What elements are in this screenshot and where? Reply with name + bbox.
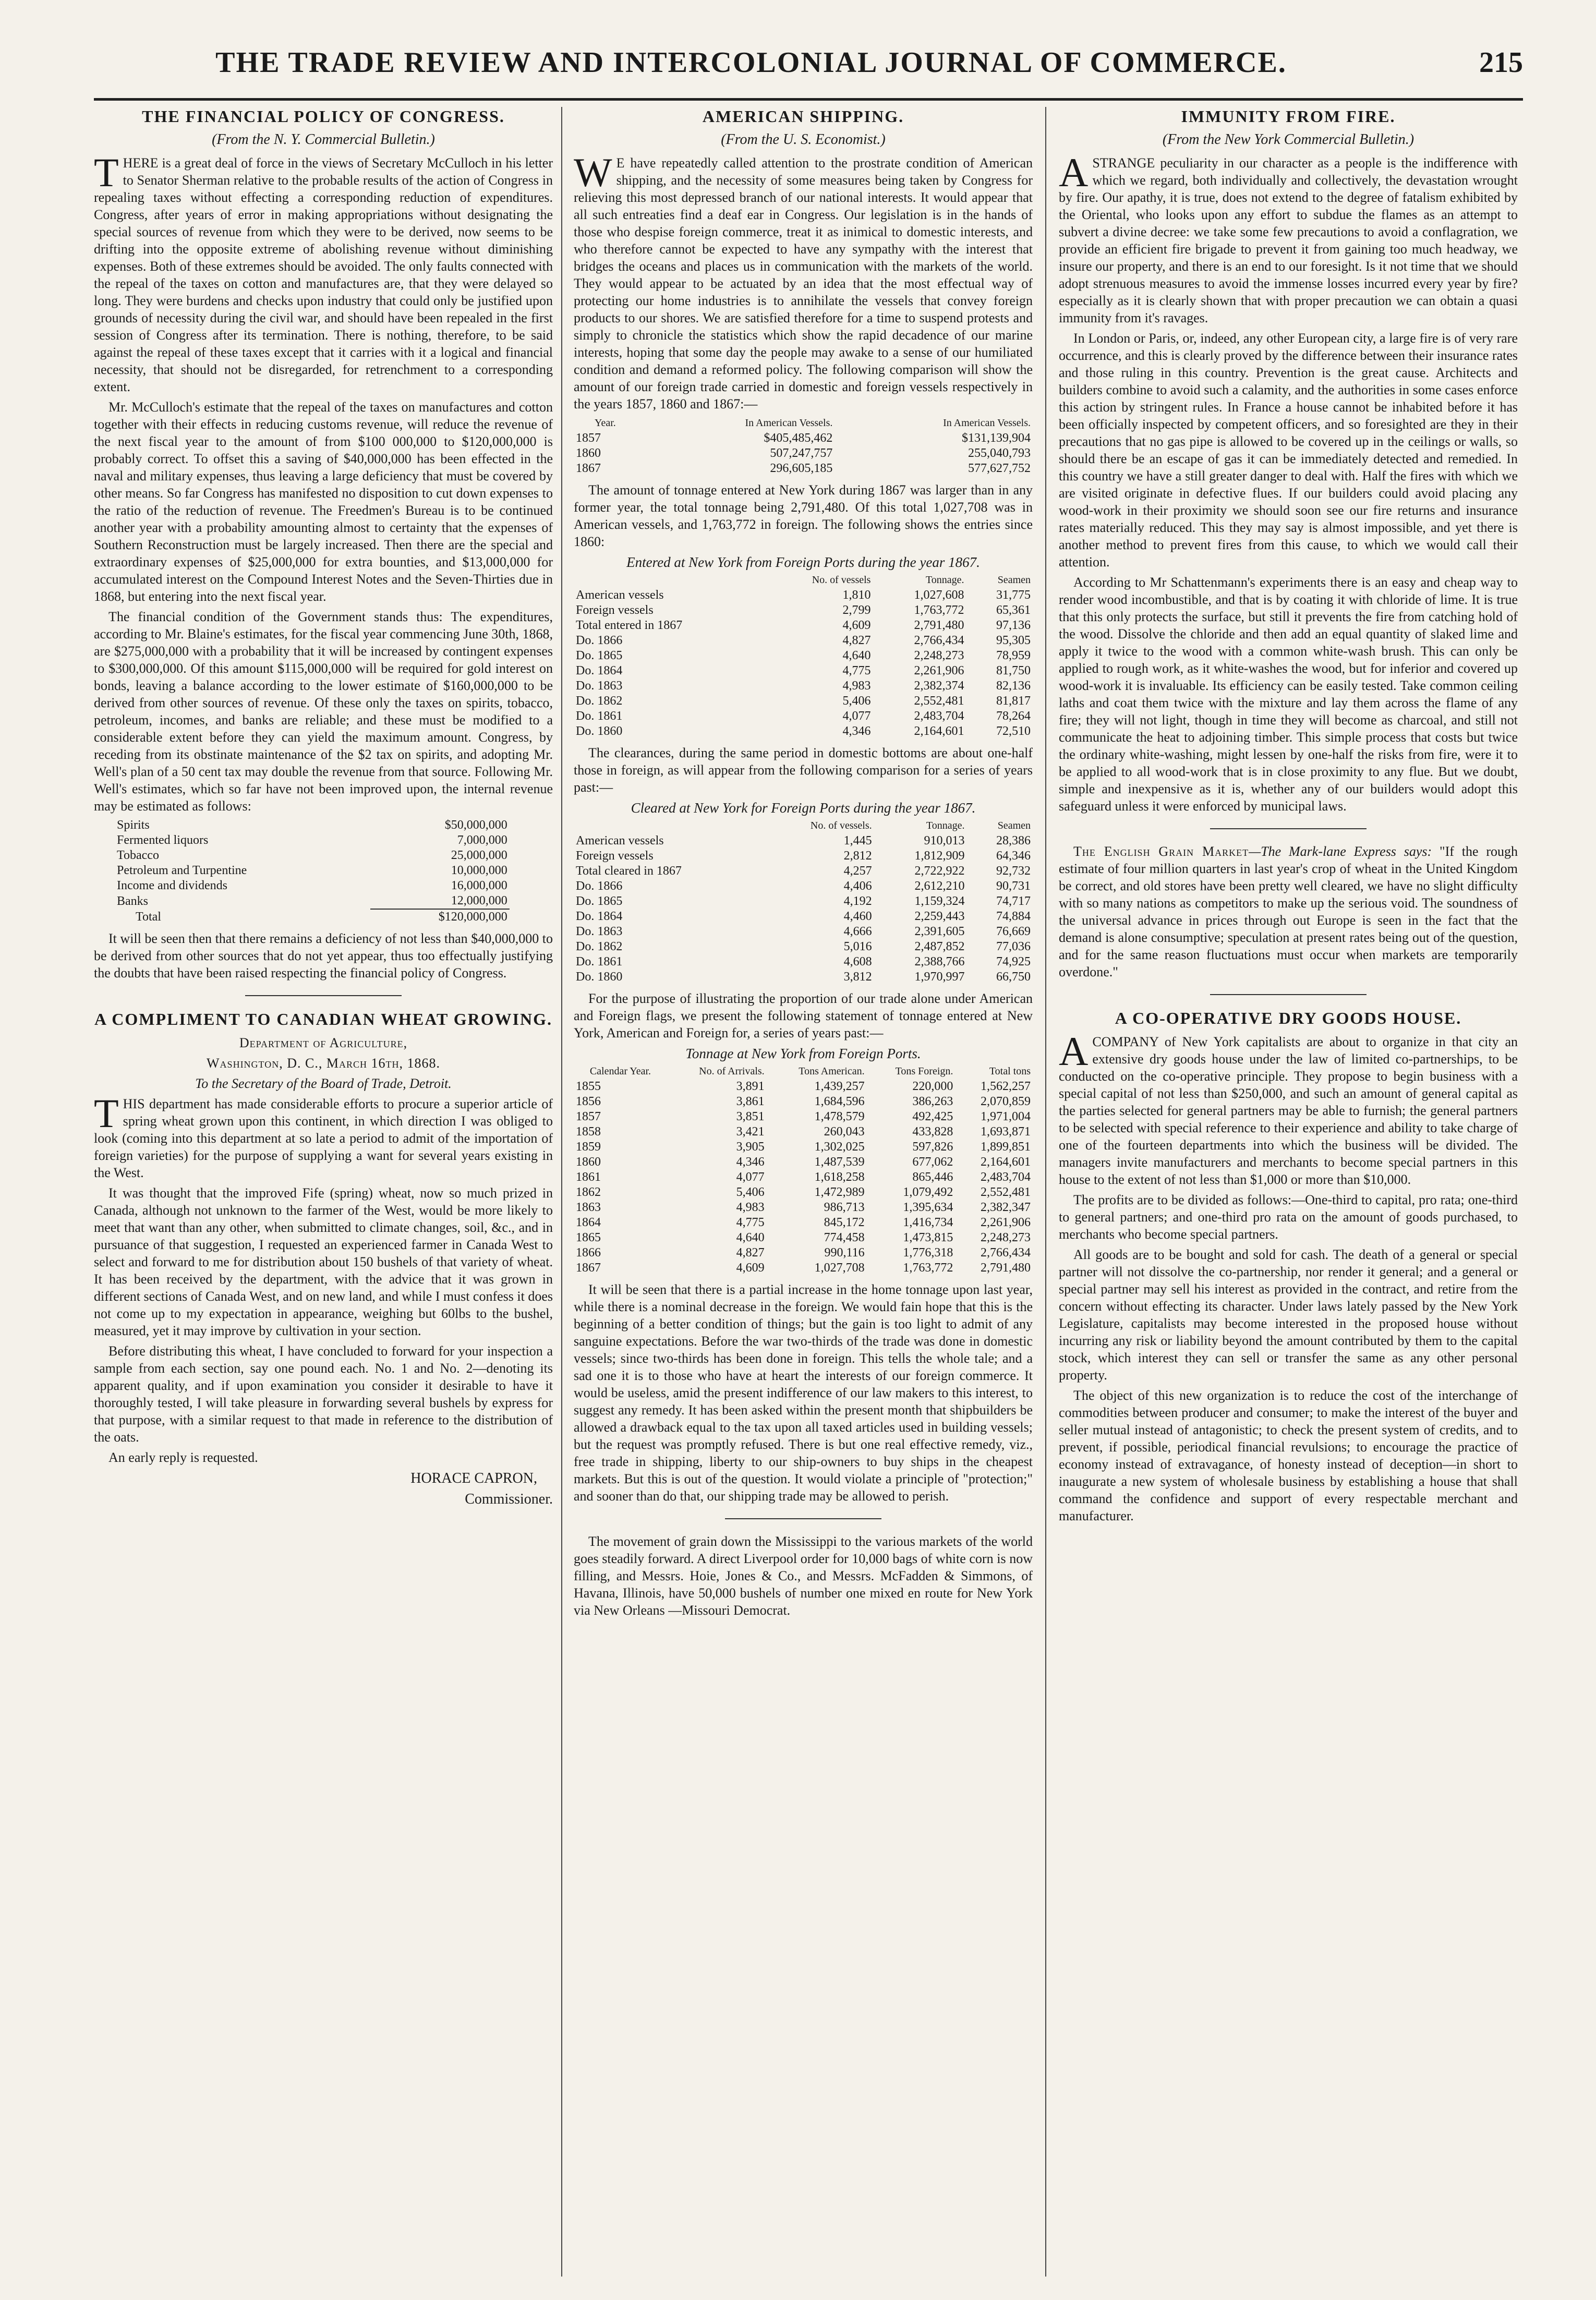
signature-title: Commissioner.: [465, 1491, 553, 1507]
row-label: Do. 1865: [576, 649, 623, 662]
table-row: [574, 603, 1033, 618]
row-label: Do. 1864: [576, 664, 623, 677]
column-header: Seamen: [997, 820, 1031, 831]
column-header: In American Vessels.: [745, 417, 833, 429]
table-cell: 2,248,273: [981, 1231, 1031, 1244]
row-label: 1860: [576, 1155, 601, 1169]
table-row: [574, 1094, 1033, 1109]
table-row: [574, 1185, 1033, 1200]
table-row: [574, 694, 1033, 709]
table-row: [574, 618, 1033, 633]
paragraph: ASTRANGE peculiarity in our character as a people is the indifference with which we regard, both individually and collectively, the devastation wrought by fire. Our apathy, it is true, does not extend to the degree of fatalism exhibited by the Oriental, who looks upon any effort to subdue the flames as an attempt to subvert a divine decree: we take some few precautions to avoid a conflagration, we provide an efficient fire brigade to prevent it from gaining too much headway, we insure our property, and there is an end to our foresight. Is it not time that we should adopt strenuous measures to avoid the immense losses incurred every year by fire? especially as it is clearly shown that with proper precaution we can obtain a quasi immunity from it's ravages.: [1059, 150, 1518, 325]
table-cell: 31,775: [996, 588, 1031, 602]
table-cell: 4,640: [736, 1231, 765, 1244]
paragraph: According to Mr Schattenmann's experiments there is an easy and cheap way to render wood incombustible, and that is by coating it with chloride of lime. It is true that this only protects the surface, but still it prevents the fire from catching hold of the wood. Dissolve the chloride and then add an equal quantity of slaked lime and apply it twice to the wood with a common white-wash brush. This can only be applied to rough work, as it white-washes the wood, but for inferior and covered up wood-work it is invaluable. Its efficiency can be easily tested. Take common ceiling laths and coat them twice with the mixture and lay them across the flame of any fire; they will not light, though in time they will become as charcoal, and still not communicate the heat to adjoining timber. This simple process that costs but twice the ordinary white-washing, might lessen by one-half the risks from fire, were it to be applied to all wood-work that is in close proximity to any flue. But we doubt, simple and inexpensive as it is, whether any of our builders would adopt this safeguard unless it were enforced by municipal laws.: [1059, 575, 1518, 814]
revenue-label: Fermented liquors: [117, 833, 209, 847]
table-cell: 2,382,374: [914, 679, 964, 693]
table-cell: 74,717: [996, 894, 1031, 908]
table-header-row: [574, 818, 1033, 833]
table-row: [574, 909, 1033, 924]
table-cell: 1,763,772: [914, 603, 964, 617]
headline-financial-policy: THE FINANCIAL POLICY OF CONGRESS.: [142, 107, 505, 126]
paragraph: For the purpose of illustrating the proportion of our trade alone under American and Foreign flags, we present the following statement of tonnage entered at New York, American and Foreign for, a series of years past:—: [574, 991, 1033, 1040]
table-cell: 4,775: [842, 664, 871, 677]
table-cell: 990,116: [824, 1246, 865, 1260]
table-cell: 4,983: [842, 679, 871, 693]
revenue-label: Banks: [117, 894, 148, 908]
table-cell: 66,750: [996, 970, 1031, 984]
revenue-total-row: [115, 909, 510, 925]
table-cell: 2,164,601: [914, 724, 964, 738]
table-cell: 1,159,324: [914, 894, 965, 908]
grain-market-item: [1059, 843, 1518, 980]
section-divider: [1210, 828, 1367, 829]
column-1: [94, 107, 553, 2287]
column-rule: [1045, 107, 1046, 2277]
table-cell: 74,925: [996, 955, 1031, 969]
table-cell: 1,445: [843, 834, 872, 848]
column-header: No. of Arrivals.: [699, 1066, 765, 1077]
headline-co-operative: A CO-OPERATIVE DRY GOODS HOUSE.: [1115, 1009, 1462, 1027]
row-label: Do. 1864: [576, 910, 623, 923]
journal-title: THE TRADE REVIEW AND INTERCOLONIAL JOURNAL OF COMMERCE.: [215, 46, 1287, 79]
table-cell: 2,766,434: [981, 1246, 1031, 1260]
row-label: Do. 1866: [576, 634, 623, 647]
row-label: 1867: [576, 1261, 601, 1275]
column-rule: [561, 107, 562, 2277]
paragraph: ACOMPANY of New York capitalists are about to organize in that city an extensive dry goods house under the law of limited co-partnerships, to be conducted on the co-operative principle. They propose to begin business with a special capital of not less than $250,000, and such an amount of general capital as the parties selected for general partners may be able to furnish; the general partners to be selected with special reference to their experience and ability to take charge of one of the fourteen departments into which the business will be divided. The managers invite manufacturers and merchants to become special partners in this house to the extent of not less than $1,000 or more than $10,000.: [1059, 1028, 1518, 1187]
table-cell: 1,810: [842, 588, 871, 602]
table-cell: 5,406: [842, 694, 871, 708]
table-header-row: [574, 573, 1033, 588]
table-caption: Cleared at New York for Foreign Ports during the year 1867.: [631, 800, 976, 816]
table-cell: 2,259,443: [914, 910, 965, 923]
table-row: [574, 663, 1033, 679]
table-row: [574, 833, 1033, 849]
grain-source: —The Mark-lane Express says:: [1249, 844, 1432, 859]
row-label: 1855: [576, 1080, 601, 1093]
row-label: 1858: [576, 1125, 601, 1139]
row-label: 1864: [576, 1216, 601, 1229]
paragraph: In London or Paris, or, indeed, any other European city, a large fire is of very rare occurrence, and this is clearly proved by the difference between their insurance rates and those ruling in this country. Prevention is the great cause. Architects and builders combine to avoid such a calamity, and the authorities in some cases enforce this action by stringent rules. In France a house cannot be inhabited before it has been officially inspected by competent officers, and so foresighted are they in their precautions that no gas pipe is allowed to be covered up in the ceilings or walls, so should there be an escape of gas it can be immediately detected and remedied. In this country we have a still greater danger to deal with. Half the fires with which we are visited originate in defective flues. If our builders could avoid placing any wood-work in their proximity we should soon see our fire returns and insurance rates materially reduced. This they may say is almost impossible, and yet there is another method to prevent fires from this cause, to which we would call their attention.: [1059, 331, 1518, 570]
table-cell: 4,346: [842, 724, 871, 738]
source-credit: (From the U. S. Economist.): [721, 131, 886, 148]
tonnage-table: [574, 1064, 1033, 1276]
table-cell: 220,000: [912, 1080, 953, 1093]
table-cell: 296,605,185: [770, 462, 833, 475]
column-header: [574, 573, 765, 588]
table-cell: 4,077: [736, 1170, 765, 1184]
table-cell: 2,791,480: [914, 619, 964, 632]
table-cell: 5,406: [736, 1185, 765, 1199]
table-row: [574, 1079, 1033, 1094]
table-cell: 433,828: [912, 1125, 953, 1139]
table-cell: 1,302,025: [814, 1140, 865, 1154]
table-cell: 1,776,318: [903, 1246, 953, 1260]
table-cell: 865,446: [912, 1170, 953, 1184]
table-cell: 78,959: [996, 649, 1031, 662]
table-cell: 2,388,766: [914, 955, 965, 969]
revenue-row: [115, 818, 510, 833]
paragraph: It was thought that the improved Fife (spring) wheat, now so much prized in Canada, although not unknown to the farmer of the West, would be more likely to meet that want than any other, when submitted to climate changes, soil, &c., and in pursuance of that suggestion, I requested an experienced farmer in Canada West to select and forward to me for distribution about 150 bushels of that variety of wheat. It has been received by the department, with the advice that it was grown in different sections of Canada West, and on new land, and while I must confess it does not come up to my expectation in appearance, weighing but 60lbs to the bushel, measured, yet it may improve by cultivation in your section.: [94, 1185, 553, 1338]
table-cell: 507,247,757: [770, 446, 833, 460]
table-cell: 2,483,704: [914, 709, 964, 723]
column-header: Tons Foreign.: [895, 1066, 953, 1077]
table-cell: 1,487,539: [814, 1155, 865, 1169]
table-row: [574, 1140, 1033, 1155]
revenue-value: 7,000,000: [457, 833, 507, 847]
table-cell: 2,722,922: [914, 864, 965, 878]
table-row: [574, 894, 1033, 909]
table-cell: 1,439,257: [814, 1080, 865, 1093]
table-row: [574, 1124, 1033, 1140]
row-label: Foreign vessels: [576, 603, 654, 617]
table-row: [574, 1170, 1033, 1185]
table-cell: 2,382,347: [981, 1201, 1031, 1214]
paragraph: All goods are to be bought and sold for cash. The death of a general or special partner will not dissolve the co-partnership, nor render it general; and a general or special partner may sell his interest as provided in the contract, and retire from the concern without effecting its character. Under laws lately passed by the New York Legislature, capitalists may become interested in the proposed house without incurring any risk or liability beyond the amount contributed by them to the capital stock, which interest they can sell or transfer the same as any other personal property.: [1059, 1247, 1518, 1383]
row-label: Do. 1861: [576, 709, 623, 723]
table-cell: 90,731: [996, 879, 1031, 893]
table-cell: 1,395,634: [903, 1201, 953, 1214]
table-cell: 4,827: [842, 634, 871, 647]
table-cell: 2,812: [843, 849, 872, 863]
table-cell: 1,027,708: [814, 1261, 865, 1275]
table-cell: 3,905: [736, 1140, 765, 1154]
revenue-value: 10,000,000: [451, 864, 507, 877]
table-cell: 4,640: [842, 649, 871, 662]
table-cell: 4,192: [843, 894, 872, 908]
signature-name: HORACE CAPRON,: [410, 1470, 537, 1486]
table-cell: 260,043: [824, 1125, 865, 1139]
table-cell: 1,027,608: [914, 588, 964, 602]
column-header: [574, 818, 762, 833]
table-cell: 2,552,481: [914, 694, 964, 708]
revenue-row: [115, 848, 510, 863]
headline-wheat-compliment: A COMPLIMENT TO CANADIAN WHEAT GROWING.: [94, 1010, 553, 1028]
row-label: Do. 1865: [576, 894, 623, 908]
table-row: [574, 709, 1033, 724]
table-cell: 4,609: [736, 1261, 765, 1275]
table-cell: 4,077: [842, 709, 871, 723]
table-cell: 2,261,906: [914, 664, 964, 677]
table-cell: 3,812: [843, 970, 872, 984]
table-row: [574, 1155, 1033, 1170]
table-row: [574, 446, 1033, 461]
row-label: 1857: [576, 431, 601, 445]
row-label: Total entered in 1867: [576, 619, 683, 632]
column-header: Total tons: [989, 1066, 1031, 1077]
revenue-total-label: Total: [136, 910, 161, 924]
table-row: [574, 1230, 1033, 1245]
revenue-value: 25,000,000: [451, 849, 507, 862]
row-label: Do. 1862: [576, 940, 623, 953]
table-cell: 5,016: [843, 940, 872, 953]
revenue-label: Income and dividends: [117, 879, 227, 892]
table-cell: 4,406: [843, 879, 872, 893]
revenue-row: [115, 893, 510, 909]
table-cell: 1,899,851: [981, 1140, 1031, 1154]
table-cell: 1,562,257: [981, 1080, 1031, 1093]
table-cell: 2,791,480: [981, 1261, 1031, 1275]
table-cell: 255,040,793: [968, 446, 1031, 460]
table-row: [574, 864, 1033, 879]
masthead: [94, 46, 1523, 93]
table-cell: 1,971,004: [981, 1110, 1031, 1123]
column-header: Tonnage.: [925, 574, 964, 586]
table-row: [574, 1200, 1033, 1215]
table-row: [574, 1261, 1033, 1276]
dateline: Washington, D. C., March 16th, 1868.: [207, 1056, 440, 1071]
table-cell: 64,346: [996, 849, 1031, 863]
row-label: Do. 1860: [576, 970, 623, 984]
row-label: 1859: [576, 1140, 601, 1154]
table-cell: 4,608: [843, 955, 872, 969]
column-header: Year.: [595, 417, 616, 429]
table-cell: 2,070,859: [981, 1095, 1031, 1108]
table-cell: 1,478,579: [814, 1110, 865, 1123]
row-label: Do. 1862: [576, 694, 623, 708]
table-cell: 92,732: [996, 864, 1031, 878]
table-row: [574, 954, 1033, 970]
table-cell: 597,826: [912, 1140, 953, 1154]
table-caption: Tonnage at New York from Foreign Ports.: [685, 1046, 921, 1061]
row-label: Total cleared in 1867: [576, 864, 682, 878]
paragraph: WE have repeatedly called attention to the prostrate condition of American shipping, and the necessity of some measures being taken by Congress for relieving this most depressed branch of our national interests. It would appear that all such entreaties find a deaf ear in Congress. Our legislation is in the hands of those who despise foreign commerce, treat it as inimical to domestic interests, and who therefore cannot be expected to have any sympathy with the interest that bridges the oceans and places us in communication with the markets of the world. They would appear to be actuated by an idea that the most effectual way of protecting our home industries is to annihilate the vessels that convey foreign products to our shores. We are satisfied therefore for a time to suspend protests and simply to chronicle the statistics which show the rapid decadence of our marine interests, hoping that some day the people may awake to a sense of our humiliated condition and demand a reformed policy. The following comparison will show the amount of our foreign trade carried in domestic and foreign vessels respectively in the years 1857, 1860 and 1867:—: [574, 150, 1033, 411]
table-cell: $131,139,904: [962, 431, 1031, 445]
masthead-rule: [94, 98, 1523, 101]
table-cell: 986,713: [824, 1201, 865, 1214]
paragraph: The amount of tonnage entered at New York during 1867 was larger than in any former year, the total tonnage being 2,791,480. Of this total 1,027,708 was in American vessels, and 1,763,772 in foreign. The following shows the entries since 1860:: [574, 482, 1033, 549]
grain-text: "If the rough estimate of four million quarters in last year's crop of wheat in the United Kingdom be correct, and old stores have been pretty well cleared, we have no slight difficulty with so many nations as competitors to make up the serious void. The soundness of the universal advance in prices through out Europe is seen in the fact that the demand is alone consumptive; speculation at present rates being out of the question, and for the same reason fluctuations must occur when markets are temporarily overdone.": [1059, 844, 1518, 979]
table-row: [574, 970, 1033, 985]
table-cell: 677,062: [912, 1155, 953, 1169]
row-label: 1857: [576, 1110, 601, 1123]
column-3: [1059, 107, 1518, 2287]
revenue-table: [115, 818, 510, 925]
table-row: [574, 939, 1033, 954]
table-cell: 2,391,605: [914, 925, 965, 938]
table-cell: 3,421: [736, 1125, 765, 1139]
table-row: [574, 461, 1033, 476]
revenue-label: Spirits: [117, 818, 150, 832]
column-header: In American Vessels.: [943, 417, 1031, 429]
table-cell: 3,861: [736, 1095, 765, 1108]
table-caption: Entered at New York from Foreign Ports during the year 1867.: [626, 554, 980, 570]
table-cell: 4,666: [843, 925, 872, 938]
table-cell: 2,261,906: [981, 1216, 1031, 1229]
row-label: Do. 1861: [576, 955, 623, 969]
table-row: [574, 679, 1033, 694]
table-cell: 910,013: [924, 834, 965, 848]
row-label: Foreign vessels: [576, 849, 654, 863]
revenue-label: Tobacco: [117, 849, 159, 862]
row-label: 1866: [576, 1246, 601, 1260]
row-label: Do. 1866: [576, 879, 623, 893]
table-cell: 1,970,997: [914, 970, 965, 984]
table-cell: 492,425: [912, 1110, 953, 1123]
salutation: To the Secretary of the Board of Trade, Detroit.: [195, 1076, 452, 1091]
paragraph: An early reply is requested.: [108, 1450, 258, 1465]
row-label: American vessels: [576, 834, 664, 848]
row-label: Do. 1860: [576, 724, 623, 738]
table-cell: 81,817: [996, 694, 1031, 708]
table-row: [574, 924, 1033, 939]
table-row: [574, 1215, 1033, 1230]
column-header: Seamen: [997, 574, 1031, 586]
table-cell: 3,851: [736, 1110, 765, 1123]
table-cell: 97,136: [996, 619, 1031, 632]
column-header: No. of vessels.: [810, 820, 872, 831]
paragraph: The financial condition of the Government stands thus: The expenditures, according to Mr. Blaine's estimates, for the fiscal year commencing June 30th, 1868, are $275,000,000 with a probability that it will be increased by contingent expenses to $300,000,000. Of this amount $115,000,000 will be required for gold interest on bonds, leaving a balance according to the lower estimate of $160,000,000 to be derived from other sources of revenue. Of these only the taxes on spirits, tobacco, petroleum, incomes, and banks are reliable; and these must be modified to a considerable extent before they can yield the maximum amount. Congress, by receding from its obstinate maintenance of the $2 tax on spirits, and adopting Mr. Well's plan of a 50 cent tax may double the revenue from that source. Following Mr. Well's estimates, which so far have not been improved upon, the internal revenue may be estimated as follows:: [94, 609, 553, 814]
row-label: 1856: [576, 1095, 601, 1108]
trade-comparison-table: [574, 416, 1033, 476]
revenue-row: [115, 878, 510, 893]
revenue-row: [115, 833, 510, 848]
table-cell: 2,164,601: [981, 1155, 1031, 1169]
row-label: 1867: [576, 462, 601, 475]
table-cell: 577,627,752: [968, 462, 1031, 475]
paragraph: The profits are to be divided as follows:—One-third to capital, pro rata; one-third to general partners; and one-third pro rata on the amount of goods purchased, to merchants who become special partners.: [1059, 1192, 1518, 1242]
table-row: [574, 648, 1033, 663]
column-2: [574, 107, 1033, 2287]
revenue-value: $50,000,000: [444, 818, 507, 832]
section-divider: [245, 995, 402, 996]
column-header: Tonnage.: [926, 820, 965, 831]
row-label: 1863: [576, 1201, 601, 1214]
table-cell: 1,693,871: [981, 1125, 1031, 1139]
paragraph: Mr. McCulloch's estimate that the repeal of the taxes on manufactures and cotton together with their effects in reducing customs revenue, will reduce the revenue of the next fiscal year to the amount of from $100 000,000 to $120,000,000 is probably correct. To offset this a saving of $40,000,000 has been effected in the naval and military expenses, thus leaving a large deficiency that must be covered by other means. So far Congress has manifested no disposition to cut down expenses to the ratio of the reduction of revenue. The Freedmen's Bureau is to be continued another year with a probability amounting almost to certainty that the expenses of Southern Reconstruction must be largely increased. Then there are the special and extraordinary expenses of $25,000,000 for extra bounties, and $13,000,000 for accumulated interest on the Compound Interest Notes and the Seven-Thirties due in 1868, but entering into the next fiscal year.: [94, 400, 553, 604]
table-row: [574, 633, 1033, 648]
page-number: 215: [1479, 46, 1523, 79]
table-cell: 4,827: [736, 1246, 765, 1260]
table-row: [574, 849, 1033, 864]
table-row: [574, 431, 1033, 446]
table-cell: 4,983: [736, 1201, 765, 1214]
table-row: [574, 1245, 1033, 1261]
table-cell: 1,812,909: [914, 849, 965, 863]
paragraph: It will be seen that there is a partial increase in the home tonnage upon last year, while there is a nominal decrease in the foreign. We would fain hope that this is the beginning of a better condition of things; but the gain is too light to admit of any sanguine expectations. Before the war two-thirds of the trade was done in domestic vessels; since two-thirds has been done in foreign. This tells the whole tale; and a sad one it is to those who have at heart the interests of our foreign commerce. It would be useless, amid the present indifference of our law makers to this interest, to suggest any remedy. It has been asked within the present month that shipbuilders be allowed a drawback equal to the tax upon all taxed articles used in building vessels; but the request was promptly refused. There is but one real effective remedy, viz., free trade in shipping, liberty to our ship-owners to buy ships in the cheapest markets. But this is out of the question. It would violate a principle of "protection;" and sooner than do that, our shipping trade may be allowed to perish.: [574, 1282, 1033, 1504]
section-divider: [1210, 994, 1367, 995]
table-cell: 4,346: [736, 1155, 765, 1169]
entries-table: [574, 573, 1033, 739]
row-label: 1860: [576, 446, 601, 460]
table-row: [574, 588, 1033, 603]
headline-american-shipping: AMERICAN SHIPPING.: [702, 107, 904, 126]
revenue-total-value: $120,000,000: [370, 909, 510, 925]
department-line: Department of Agriculture,: [239, 1035, 408, 1050]
row-label: 1862: [576, 1185, 601, 1199]
column-header: Tons American.: [799, 1066, 865, 1077]
row-label: 1861: [576, 1170, 601, 1184]
table-cell: 2,766,434: [914, 634, 964, 647]
column-header: No. of vessels: [812, 574, 871, 586]
table-cell: 77,036: [996, 940, 1031, 953]
table-cell: 1,618,258: [814, 1170, 865, 1184]
table-header-row: [574, 1064, 1033, 1079]
table-row: [574, 879, 1033, 894]
table-cell: 65,361: [996, 603, 1031, 617]
table-cell: 774,458: [824, 1231, 865, 1244]
revenue-row: [115, 863, 510, 878]
table-cell: 386,263: [912, 1095, 953, 1108]
table-cell: 2,483,704: [981, 1170, 1031, 1184]
revenue-value: 12,000,000: [451, 894, 507, 907]
table-cell: 1,763,772: [903, 1261, 953, 1275]
table-header-row: [574, 416, 1033, 431]
table-cell: 2,248,273: [914, 649, 964, 662]
table-cell: 4,257: [843, 864, 872, 878]
table-cell: 4,609: [842, 619, 871, 632]
row-label: American vessels: [576, 588, 664, 602]
table-cell: 4,460: [843, 910, 872, 923]
grain-lead: The English Grain Market: [1073, 844, 1249, 859]
table-cell: 2,552,481: [981, 1185, 1031, 1199]
table-cell: 1,416,734: [903, 1216, 953, 1229]
table-cell: 78,264: [996, 709, 1031, 723]
headline-immunity-fire: IMMUNITY FROM FIRE.: [1181, 107, 1396, 126]
paragraph: THIS department has made considerable efforts to procure a superior article of spring wheat grown upon this continent, in which direction I was obliged to look (coming into this department at so late a period to admit of the importation of foreign varieties) for the purpose of supplying a want for several years existing in the West.: [94, 1091, 553, 1180]
table-cell: 81,750: [996, 664, 1031, 677]
table-cell: 95,305: [996, 634, 1031, 647]
section-divider: [725, 1518, 881, 1519]
table-cell: 2,799: [842, 603, 871, 617]
table-cell: 28,386: [996, 834, 1031, 848]
column-header: Calendar Year.: [589, 1066, 651, 1077]
table-cell: 2,487,852: [914, 940, 965, 953]
table-cell: 76,669: [996, 925, 1031, 938]
table-cell: 1,472,989: [814, 1185, 865, 1199]
row-label: 1865: [576, 1231, 601, 1244]
table-cell: 4,775: [736, 1216, 765, 1229]
paragraph: It will be seen then that there remains a deficiency of not less than $40,000,000 to be derived from other sources that do not yet appear, thus too effectually justifying the doubts that have been raised respecting the financial policy of Congress.: [94, 931, 553, 980]
table-cell: 74,884: [996, 910, 1031, 923]
table-row: [574, 1109, 1033, 1124]
paragraph: Before distributing this wheat, I have concluded to forward for your inspection a sample from each section, say one pound each. No. 1 and No. 2—denoting its apparent quality, and if upon examination you consider it desirable to have it thoroughly tested, I will take pleasure in forwarding several bushels by express for that purpose, with a similar request to that made in reference to the distribution of the oats.: [94, 1343, 553, 1445]
table-cell: 3,891: [736, 1080, 765, 1093]
revenue-value: 16,000,000: [451, 879, 507, 892]
clearances-table: [574, 818, 1033, 985]
table-cell: 1,684,596: [814, 1095, 865, 1108]
paragraph: The movement of grain down the Mississippi to the various markets of the world goes steadily forward. A direct Liverpool order for 10,000 bags of white corn is now filling, and Messrs. Hoie, Jones & Co., and Messrs. McFadden & Simmons, of Havana, Illinois, have 50,000 bushels of number one mixed en route for New York via New Orleans —Missouri Democrat.: [574, 1534, 1033, 1618]
revenue-label: Petroleum and Turpentine: [117, 864, 247, 877]
table-cell: 1,079,492: [903, 1185, 953, 1199]
paragraph: The clearances, during the same period in domestic bottoms are about one-half those in foreign, as will appear from the following comparison for a series of years past:—: [574, 745, 1033, 795]
row-label: Do. 1863: [576, 925, 623, 938]
paragraph: THERE is a great deal of force in the views of Secretary McCulloch in his letter to Senator Sherman relative to the probable results of the action of Congress in repealing taxes without effecting a corresponding reduction of expenditures. Congress, after years of error in making appropriations without designating the special sources of revenue from which they were to be derived, now seems to be drifting into the opposite extreme of abolishing revenue without diminishing expenses. Both of these extremes should be avoided. The only faults connected with the repeal of the taxes on cotton and manufactures are, that they were delayed so long. They were burdens and checks upon industry that could only be justified upon grounds of necessity during the civil war, and should have been repealed in the first session of Congress after its termination. There is nothing, therefore, to be said against the repeal of these taxes except that it carries with it a logical and financial necessity, that should not be disregarded, for retrenchment to a corresponding extent.: [94, 150, 553, 394]
table-cell: 82,136: [996, 679, 1031, 693]
table-row: [574, 724, 1033, 739]
source-credit: (From the N. Y. Commercial Bulletin.): [212, 131, 435, 148]
source-credit: (From the New York Commercial Bulletin.): [1162, 131, 1414, 148]
table-cell: 1,473,815: [903, 1231, 953, 1244]
table-cell: $405,485,462: [764, 431, 833, 445]
paragraph: The object of this new organization is to reduce the cost of the interchange of commodities between producer and consumer; to make the interest of the buyer and seller mutual instead of antagonistic; to check the present system of credits, and to prevent, if possible, periodical financial revulsions; to encourage the practice of economy instead of extravagance, of honesty instead of deception—in short to inaugurate a new system of wholesale business by establishing a house that shall command the confidence and support of every respectable merchant and manufacturer.: [1059, 1388, 1518, 1523]
table-cell: 845,172: [824, 1216, 865, 1229]
table-cell: 72,510: [996, 724, 1031, 738]
row-label: Do. 1863: [576, 679, 623, 693]
table-cell: 2,612,210: [914, 879, 965, 893]
